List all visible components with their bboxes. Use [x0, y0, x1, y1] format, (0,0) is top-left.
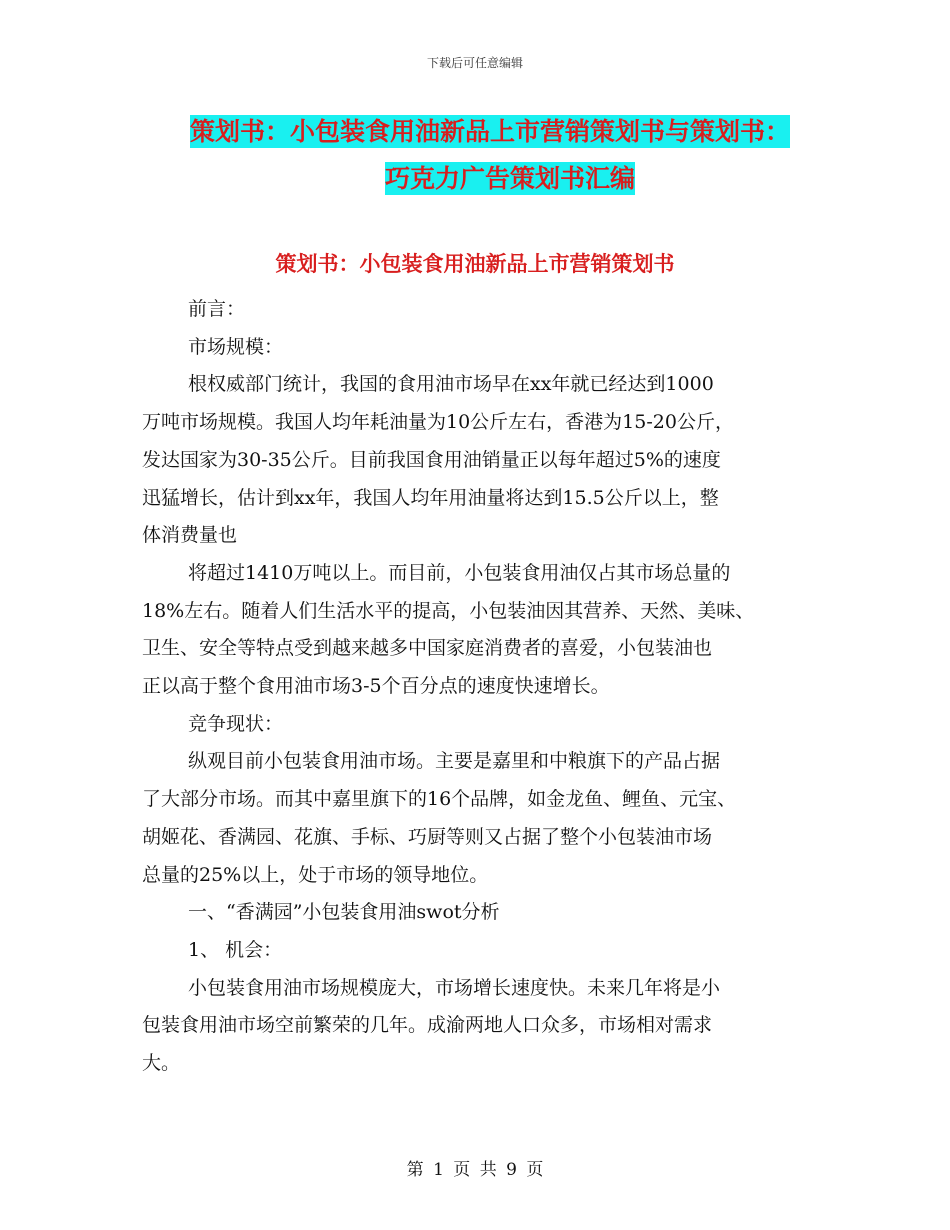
swot-heading: 一、“香满园”小包装食用油swot分析 — [188, 901, 500, 924]
paragraph-line: 了大部分市场。而其中嘉里旗下的16个品牌，如金龙鱼、鲤鱼、元宝、 — [142, 788, 737, 811]
paragraph-line: 总量的25%以上，处于市场的领导地位。 — [142, 863, 489, 886]
paragraph-line: 迅猛增长，估计到xx年，我国人均年用油量将达到15.5公斤以上，整 — [142, 486, 719, 509]
paragraph-line: 将超过1410万吨以上。而目前，小包装食用油仅占其市场总量的 — [188, 561, 731, 584]
document-title — [190, 108, 830, 202]
paragraph-line: 胡姬花、香满园、花旗、手标、巧厨等则又占据了整个小包装油市场 — [142, 825, 713, 848]
section-title: 策划书：小包装食用油新品上市营销策划书 — [275, 251, 675, 276]
title-line-2: 巧克力广告策划书汇编 — [384, 164, 635, 193]
paragraph-line: 纵观目前小包装食用油市场。主要是嘉里和中粮旗下的产品占据 — [188, 750, 721, 773]
paragraph-line: 发达国家为30-35公斤。目前我国食用油销量正以每年超过5%的速度 — [142, 448, 721, 471]
paragraph-line: 18%左右。随着人们生活水平的提高，小包装油因其营养、天然、美味、 — [142, 599, 755, 622]
market-size-heading: 市场规模： — [188, 335, 284, 358]
total-page-count: 9 — [506, 1160, 517, 1180]
competition-heading: 竞争现状： — [188, 712, 284, 735]
paragraph-line: 卫生、安全等特点受到越来越多中国家庭消费者的喜爱，小包装油也 — [142, 637, 713, 660]
footer-label-gong: 共 — [479, 1160, 497, 1180]
current-page-number: 1 — [433, 1160, 444, 1180]
page-footer — [0, 1155, 950, 1180]
document-body — [142, 291, 822, 1083]
paragraph-line: 正以高于整个食用油市场3-5个百分点的速度快速增长。 — [142, 675, 610, 698]
footer-label-di: 第 — [406, 1160, 424, 1180]
paragraph-line: 包装食用油市场空前繁荣的几年。成渝两地人口众多，市场相对需求 — [142, 1014, 713, 1037]
paragraph-line: 体消费量也 — [142, 524, 238, 547]
paragraph-line: 万吨市场规模。我国人均年耗油量为10公斤左右，香港为15-20公斤， — [142, 411, 734, 434]
header-note: 下载后可任意编辑 — [426, 56, 523, 70]
footer-label-ye2: 页 — [526, 1160, 544, 1180]
title-line-1: 策划书：小包装食用油新品上市营销策划书与策划书： — [190, 117, 791, 146]
footer-label-ye: 页 — [453, 1160, 471, 1180]
preface-heading: 前言： — [188, 298, 246, 320]
opportunity-heading: 1、 机会： — [188, 938, 283, 961]
paragraph-line: 小包装食用油市场规模庞大，市场增长速度快。未来几年将是小 — [188, 976, 721, 999]
paragraph-line: 根权威部门统计，我国的食用油市场早在xx年就已经达到1000 — [188, 373, 714, 396]
paragraph-line: 大。 — [142, 1052, 181, 1075]
